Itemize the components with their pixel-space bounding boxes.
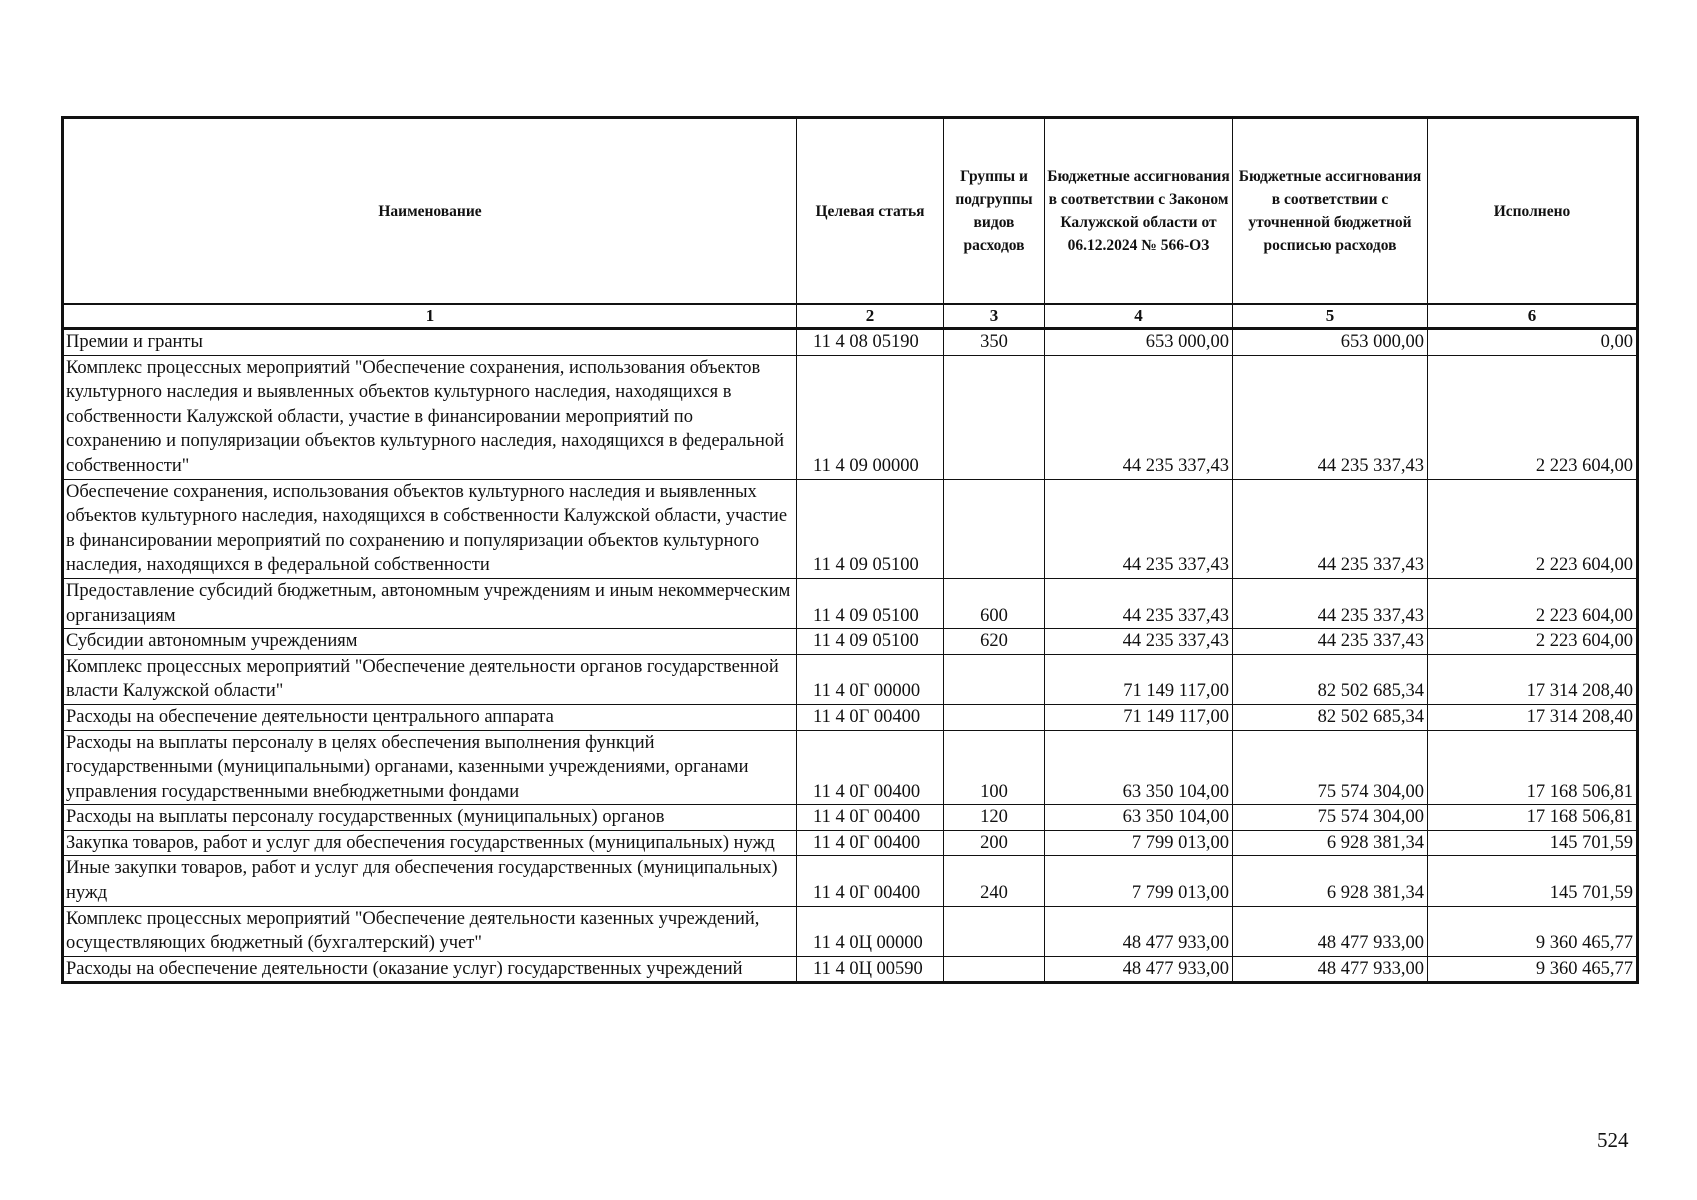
column-number-row: [63, 304, 1638, 329]
row-target-article: 11 4 08 05190: [797, 329, 944, 356]
table-row: [63, 730, 1638, 805]
row-executed: 2 223 604,00: [1428, 479, 1638, 578]
row-law-allocation: 44 235 337,43: [1045, 629, 1233, 655]
row-expense-group: [944, 355, 1045, 479]
header-row: [63, 118, 1638, 305]
row-name: Комплекс процессных мероприятий "Обеспечение сохранения, использования объектов культурного наследия и выявленных объектов культурного наследия, находящихся в собственности Калужской области, участие в финансировании мероприятий по сохранению и популяризации объектов культурного наследия, находящихся в федеральной собственности": [63, 355, 797, 479]
page-number: 524: [1597, 1128, 1629, 1152]
row-expense-group: 600: [944, 578, 1045, 628]
row-law-allocation: 71 149 117,00: [1045, 704, 1233, 730]
row-law-allocation: 63 350 104,00: [1045, 805, 1233, 831]
row-name: Предоставление субсидий бюджетным, автономным учреждениям и иным некоммерческим организациям: [63, 578, 797, 628]
row-expense-group: [944, 704, 1045, 730]
row-executed: 17 168 506,81: [1428, 730, 1638, 805]
row-expense-group: 100: [944, 730, 1045, 805]
row-expense-group: 200: [944, 830, 1045, 856]
row-target-article: 11 4 0Г 00400: [797, 704, 944, 730]
column-number: 2: [797, 304, 944, 329]
row-refined-allocation: 48 477 933,00: [1233, 906, 1428, 956]
row-executed: 145 701,59: [1428, 830, 1638, 856]
row-target-article: 11 4 0Г 00000: [797, 654, 944, 704]
row-refined-allocation: 653 000,00: [1233, 329, 1428, 356]
column-header-law-allocations: Бюджетные ассигнования в соответствии с Законом Калужской области от 06.12.2024 № 566-ОЗ: [1045, 118, 1233, 305]
row-law-allocation: 44 235 337,43: [1045, 479, 1233, 578]
row-law-allocation: 44 235 337,43: [1045, 355, 1233, 479]
table-row: [63, 830, 1638, 856]
row-target-article: 11 4 0Ц 00000: [797, 906, 944, 956]
column-number: 4: [1045, 304, 1233, 329]
row-law-allocation: 653 000,00: [1045, 329, 1233, 356]
row-refined-allocation: 82 502 685,34: [1233, 654, 1428, 704]
column-number: 1: [63, 304, 797, 329]
row-name: Иные закупки товаров, работ и услуг для обеспечения государственных (муниципальных) нужд: [63, 856, 797, 906]
row-target-article: 11 4 0Ц 00590: [797, 956, 944, 983]
column-header-refined-allocations: Бюджетные ассигнования в соответствии с уточненной бюджетной росписью расходов: [1233, 118, 1428, 305]
row-refined-allocation: 6 928 381,34: [1233, 830, 1428, 856]
row-executed: 17 314 208,40: [1428, 704, 1638, 730]
row-expense-group: [944, 906, 1045, 956]
row-expense-group: [944, 956, 1045, 983]
row-refined-allocation: 6 928 381,34: [1233, 856, 1428, 906]
row-name: Субсидии автономным учреждениям: [63, 629, 797, 655]
row-name: Комплекс процессных мероприятий "Обеспечение деятельности казенных учреждений, осуществляющих бюджетный (бухгалтерский) учет": [63, 906, 797, 956]
row-refined-allocation: 75 574 304,00: [1233, 805, 1428, 831]
row-refined-allocation: 75 574 304,00: [1233, 730, 1428, 805]
row-expense-group: 240: [944, 856, 1045, 906]
row-name: Расходы на обеспечение деятельности центрального аппарата: [63, 704, 797, 730]
row-law-allocation: 7 799 013,00: [1045, 856, 1233, 906]
column-number: 3: [944, 304, 1045, 329]
row-law-allocation: 48 477 933,00: [1045, 956, 1233, 983]
row-executed: 145 701,59: [1428, 856, 1638, 906]
table-row: [63, 906, 1638, 956]
row-executed: 2 223 604,00: [1428, 578, 1638, 628]
table-row: [63, 479, 1638, 578]
row-target-article: 11 4 0Г 00400: [797, 856, 944, 906]
row-law-allocation: 63 350 104,00: [1045, 730, 1233, 805]
row-expense-group: 350: [944, 329, 1045, 356]
column-header-expense-groups: Группы и подгруппы видов расходов: [944, 118, 1045, 305]
row-executed: 2 223 604,00: [1428, 355, 1638, 479]
row-name: Расходы на выплаты персоналу государственных (муниципальных) органов: [63, 805, 797, 831]
row-law-allocation: 48 477 933,00: [1045, 906, 1233, 956]
row-target-article: 11 4 09 00000: [797, 355, 944, 479]
row-target-article: 11 4 0Г 00400: [797, 805, 944, 831]
row-executed: 2 223 604,00: [1428, 629, 1638, 655]
row-name: Обеспечение сохранения, использования объектов культурного наследия и выявленных объектов культурного наследия, находящихся в собственности Калужской области, участие в финансировании мероприятий по сохранению и популяризации объектов культурного наследия, находящихся в федеральной собственности: [63, 479, 797, 578]
row-executed: 0,00: [1428, 329, 1638, 356]
table-row: [63, 856, 1638, 906]
column-number: 6: [1428, 304, 1638, 329]
column-header-executed: Исполнено: [1428, 118, 1638, 305]
row-name: Премии и гранты: [63, 329, 797, 356]
budget-table-container: [61, 116, 1636, 984]
row-target-article: 11 4 09 05100: [797, 479, 944, 578]
row-target-article: 11 4 09 05100: [797, 578, 944, 628]
row-name: Комплекс процессных мероприятий "Обеспечение деятельности органов государственной власти Калужской области": [63, 654, 797, 704]
column-header-name: Наименование: [63, 118, 797, 305]
row-refined-allocation: 48 477 933,00: [1233, 956, 1428, 983]
row-refined-allocation: 44 235 337,43: [1233, 578, 1428, 628]
row-refined-allocation: 44 235 337,43: [1233, 629, 1428, 655]
row-refined-allocation: 44 235 337,43: [1233, 355, 1428, 479]
table-row: [63, 956, 1638, 983]
row-executed: 17 314 208,40: [1428, 654, 1638, 704]
row-executed: 9 360 465,77: [1428, 956, 1638, 983]
row-refined-allocation: 82 502 685,34: [1233, 704, 1428, 730]
row-name: Расходы на выплаты персоналу в целях обеспечения выполнения функций государственными (муниципальными) органами, казенными учреждениями, органами управления государственными внебюджетными фондами: [63, 730, 797, 805]
row-name: Расходы на обеспечение деятельности (оказание услуг) государственных учреждений: [63, 956, 797, 983]
row-executed: 17 168 506,81: [1428, 805, 1638, 831]
table-row: [63, 329, 1638, 356]
row-law-allocation: 7 799 013,00: [1045, 830, 1233, 856]
row-target-article: 11 4 0Г 00400: [797, 830, 944, 856]
row-executed: 9 360 465,77: [1428, 906, 1638, 956]
row-target-article: 11 4 09 05100: [797, 629, 944, 655]
row-law-allocation: 44 235 337,43: [1045, 578, 1233, 628]
table-row: [63, 355, 1638, 479]
row-refined-allocation: 44 235 337,43: [1233, 479, 1428, 578]
row-law-allocation: 71 149 117,00: [1045, 654, 1233, 704]
row-name: Закупка товаров, работ и услуг для обеспечения государственных (муниципальных) нужд: [63, 830, 797, 856]
table-row: [63, 629, 1638, 655]
table-row: [63, 578, 1638, 628]
column-header-target-article: Целевая статья: [797, 118, 944, 305]
table-row: [63, 654, 1638, 704]
row-expense-group: 120: [944, 805, 1045, 831]
row-target-article: 11 4 0Г 00400: [797, 730, 944, 805]
row-expense-group: [944, 654, 1045, 704]
row-expense-group: [944, 479, 1045, 578]
column-number: 5: [1233, 304, 1428, 329]
table-row: [63, 704, 1638, 730]
table-row: [63, 805, 1638, 831]
row-expense-group: 620: [944, 629, 1045, 655]
budget-table: [61, 116, 1639, 984]
